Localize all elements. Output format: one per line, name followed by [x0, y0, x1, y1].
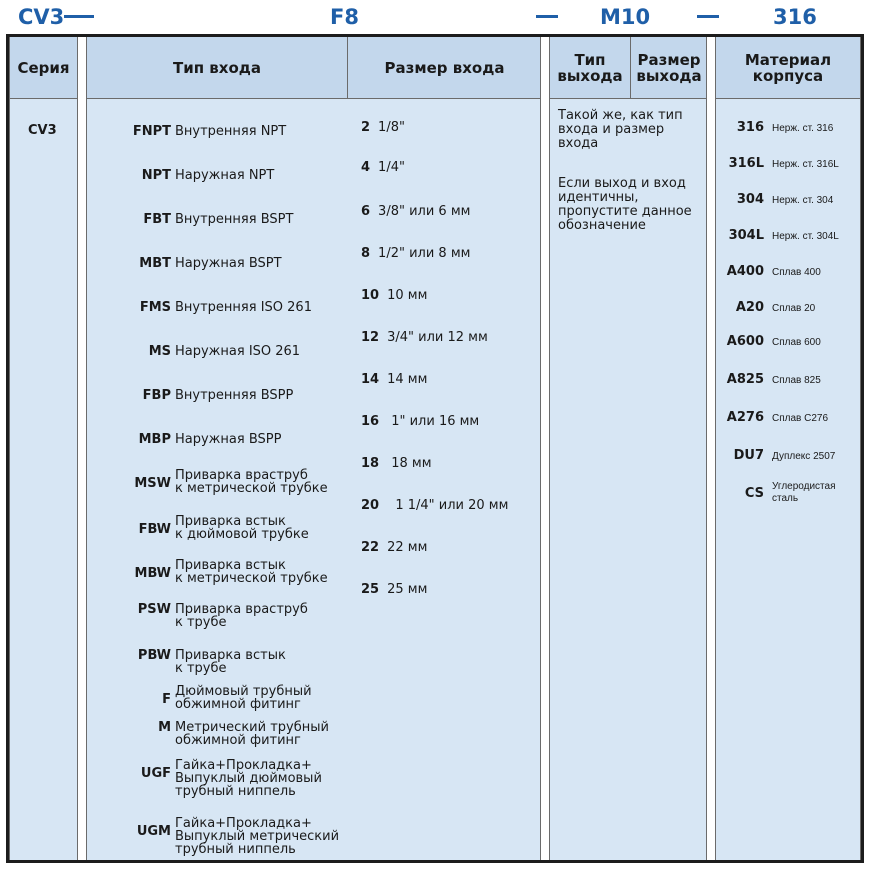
inlet-size-desc: 1/4": [378, 160, 405, 175]
material-code: CS: [744, 486, 764, 501]
inlet-size-code: 10: [361, 288, 380, 303]
material-desc: Сплав 825: [772, 375, 821, 386]
inlet-type-desc: Наружная BSPP: [175, 432, 282, 447]
inlet-size-code: 8: [361, 246, 371, 261]
material-desc: Нерж. ст. 304L: [772, 231, 839, 242]
inlet-type-desc: Дюймовый трубный обжимной фитинг: [175, 684, 312, 712]
material-desc: Сплав 20: [772, 303, 816, 314]
inlet-size-header: Размер входа: [384, 58, 505, 77]
inlet-type-code: FMS: [139, 300, 171, 315]
inlet-column: [86, 37, 541, 860]
material-desc: Углеродистая сталь: [772, 481, 836, 504]
inlet-type-desc: Внутренняя BSPP: [175, 388, 294, 403]
inlet-type-code: MBT: [139, 256, 171, 271]
inlet-size-row: [361, 457, 432, 471]
material-code: 304L: [728, 228, 764, 243]
inlet-size-code: 18: [361, 456, 380, 471]
material-code: A276: [726, 410, 764, 425]
inlet-size-row: [361, 415, 479, 429]
inlet-type-desc: Наружная ISO 261: [175, 344, 301, 359]
outlet-column: [549, 37, 707, 860]
inlet-type-code: MBP: [138, 432, 171, 447]
inlet-size-desc: 18 мм: [387, 456, 432, 471]
inlet-type-desc: Метрический трубный обжимной фитинг: [175, 720, 329, 748]
inlet-type-code: MBW: [134, 566, 171, 581]
inlet-size-code: 14: [361, 372, 380, 387]
inlet-size-code: 20: [361, 498, 380, 513]
outlet-size-header: Размер выхода: [636, 50, 702, 85]
inlet-size-code: 4: [361, 160, 371, 175]
material-code: A600: [726, 334, 764, 349]
code-material: 316: [773, 5, 817, 29]
inlet-type-code: FBT: [143, 212, 171, 227]
material-code: A400: [726, 264, 764, 279]
code-inlet: F8: [330, 5, 359, 29]
inlet-size-desc: 3/8" или 6 мм: [378, 204, 471, 219]
inlet-type-desc: Внутренняя BSPT: [175, 212, 294, 227]
inlet-size-code: 22: [361, 540, 380, 555]
inlet-type-desc: Приварка встык к метрической трубке: [175, 558, 328, 586]
code-outlet: M10: [600, 5, 651, 29]
inlet-size-row: [361, 161, 405, 175]
material-desc: Сплав C276: [772, 413, 829, 424]
material-desc: Нерж. ст. 316: [772, 123, 834, 134]
inlet-size-row: [361, 541, 427, 555]
outlet-note: Такой же, как тип входа и размер входа: [558, 108, 683, 151]
material-desc: Дуплекс 2507: [772, 451, 836, 462]
code-dash: [536, 15, 558, 18]
series-code: CV3: [28, 123, 57, 138]
code-dash: [64, 15, 94, 18]
code-series: CV3: [18, 5, 65, 29]
material-desc: Нерж. ст. 304: [772, 195, 834, 206]
material-desc: Нерж. ст. 316L: [772, 159, 839, 170]
inlet-size-row: [361, 373, 427, 387]
inlet-size-desc: 10 мм: [387, 288, 428, 303]
inlet-type-code: MS: [148, 344, 171, 359]
outlet-note: Если выход и вход идентичны, пропустите данное обозначение: [558, 176, 692, 233]
inlet-type-desc: Внутренняя ISO 261: [175, 300, 312, 315]
inlet-size-row: [361, 583, 427, 597]
inlet-type-desc: Приварка встык к дюймовой трубке: [175, 514, 309, 542]
divider: [630, 37, 631, 99]
inlet-type-desc: Наружная BSPT: [175, 256, 282, 271]
inlet-size-row: [361, 121, 405, 135]
outlet-type-header: Тип выхода: [557, 50, 623, 85]
inlet-size-code: 6: [361, 204, 371, 219]
inlet-size-code: 12: [361, 330, 380, 345]
code-dash: [697, 15, 719, 18]
inlet-size-desc: 1" или 16 мм: [387, 414, 480, 429]
inlet-size-desc: 1/2" или 8 мм: [378, 246, 471, 261]
material-code: A825: [726, 372, 764, 387]
inlet-size-code: 25: [361, 582, 380, 597]
inlet-size-desc: 1 1/4" или 20 мм: [387, 498, 509, 513]
material-header: Материал корпуса: [716, 37, 860, 99]
inlet-type-code: FBP: [142, 388, 171, 403]
series-column: [9, 37, 78, 860]
inlet-size-desc: 1/8": [378, 120, 405, 135]
inlet-type-code: PBW: [137, 648, 171, 663]
material-desc: Сплав 600: [772, 337, 821, 348]
inlet-type-desc: Приварка враструб к метрической трубке: [175, 468, 328, 496]
inlet-size-row: [361, 331, 488, 345]
inlet-type-code: F: [162, 692, 171, 707]
inlet-size-row: [361, 205, 470, 219]
inlet-size-row: [361, 499, 508, 513]
inlet-type-code: NPT: [141, 168, 171, 183]
series-header: Серия: [10, 37, 77, 99]
material-code: A20: [735, 300, 764, 315]
inlet-type-header: Тип входа: [172, 58, 262, 77]
inlet-type-desc: Гайка+Прокладка+ Выпуклый дюймовый трубный ниппель: [175, 758, 322, 799]
material-code: 316: [736, 120, 764, 135]
inlet-type-code: M: [158, 720, 171, 735]
inlet-type-code: PSW: [137, 602, 171, 617]
inlet-type-code: UGM: [136, 824, 171, 839]
inlet-type-desc: Внутренняя NPT: [175, 124, 287, 139]
inlet-type-desc: Приварка враструб к трубе: [175, 602, 308, 630]
material-code: 316L: [728, 156, 764, 171]
inlet-size-row: [361, 289, 427, 303]
inlet-size-desc: 22 мм: [387, 540, 428, 555]
inlet-type-code: UGF: [140, 766, 171, 781]
inlet-size-code: 2: [361, 120, 371, 135]
material-desc: Сплав 400: [772, 267, 821, 278]
inlet-size-desc: 14 мм: [387, 372, 428, 387]
inlet-type-desc: Приварка встык к трубе: [175, 648, 286, 676]
inlet-size-desc: 25 мм: [387, 582, 428, 597]
inlet-type-desc: Наружная NPT: [175, 168, 275, 183]
inlet-type-code: FNPT: [132, 124, 171, 139]
inlet-size-desc: 3/4" или 12 мм: [387, 330, 488, 345]
material-code: 304: [736, 192, 764, 207]
inlet-type-desc: Гайка+Прокладка+ Выпуклый метрический трубный ниппель: [175, 816, 340, 857]
inlet-type-code: MSW: [134, 476, 171, 491]
inlet-size-code: 16: [361, 414, 380, 429]
inlet-size-row: [361, 247, 470, 261]
material-column: [715, 37, 861, 860]
material-code: DU7: [733, 448, 764, 463]
inlet-type-code: FBW: [138, 522, 171, 537]
divider: [347, 37, 348, 99]
